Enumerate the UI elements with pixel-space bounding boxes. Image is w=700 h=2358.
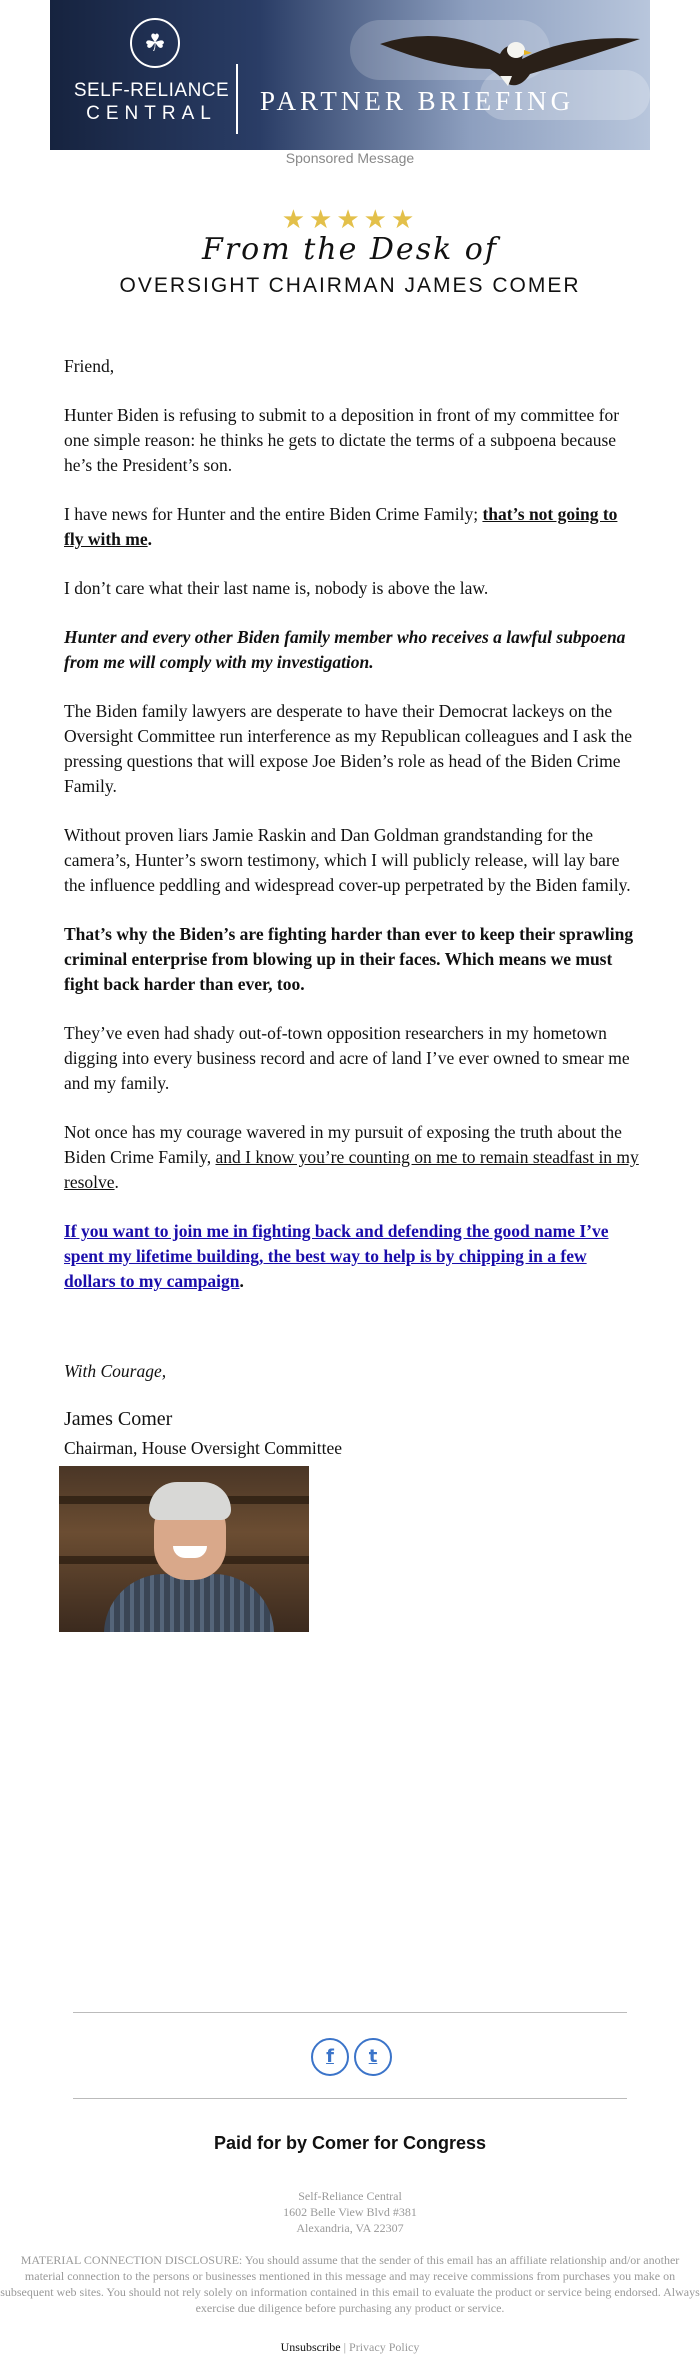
brand-name-line2: CENTRAL — [86, 103, 217, 124]
brand-name-line1: SELF-RELIANCE — [73, 80, 230, 101]
footer-divider — [73, 2012, 627, 2013]
paragraph: Without proven liars Jamie Raskin and Dan Goldman grandstanding for the camera’s, Hunter’s sworn testimony, which I will publicly release, will lay bare the influence peddling and widespread cover-up perpetrated by the Biden family. — [64, 825, 631, 895]
paragraph — [64, 1219, 639, 1294]
address-line: Alexandria, VA 22307 — [296, 2221, 404, 2235]
paragraph: The Biden family lawyers are desperate to have their Democrat lackeys on the Oversight Committee run interference as my Republican colleagues and I ask the pressing questions that will expose Joe Biden’s role as head of the Biden Crime Family. — [64, 701, 633, 796]
paragraph — [64, 1120, 639, 1195]
signer-photo — [59, 1466, 309, 1632]
paragraph: Hunter and every other Biden family member who receives a lawful subpoena from me will comply with my investigation. — [64, 627, 626, 672]
rating-stars: ★★★★★ — [281, 205, 419, 235]
privacy-policy-link[interactable]: Privacy Policy — [349, 2340, 420, 2354]
material-disclosure: MATERIAL CONNECTION DISCLOSURE: You should assume that the sender of this email has an affiliate relationship and/or another material connection to the persons or businesses mentioned in this message and may receive commissions from purchases you make on subsequent web sites. You should not rely solely on information contained in this email to evaluate the product or service being endorsed. Always exercise due diligence before purchasing any product or service. — [0, 2253, 700, 2315]
twitter-icon[interactable]: t — [354, 2038, 392, 2076]
address-line: 1602 Belle View Blvd #381 — [283, 2205, 417, 2219]
signature-name: James Comer — [64, 1408, 173, 1430]
mailing-address — [0, 2188, 700, 2236]
paragraph: They’ve even had shady out-of-town opposition researchers in my hometown digging into every business record and acre of land I’ve ever owned to smear me and my family. — [64, 1023, 630, 1093]
header-banner[interactable] — [50, 0, 650, 150]
footer-links — [0, 2340, 700, 2355]
salutation: Friend, — [64, 356, 115, 376]
unsubscribe-link[interactable]: Unsubscribe — [280, 2340, 341, 2354]
paid-for-notice: Paid for by Comer for Congress — [213, 2133, 487, 2153]
sponsored-label: Sponsored Message — [285, 150, 415, 166]
chairman-heading: OVERSIGHT CHAIRMAN JAMES COMER — [119, 274, 581, 297]
emphasis-text: that’s not going to fly with me — [64, 504, 618, 549]
paragraph: Hunter Biden is refusing to submit to a deposition in front of my committee for one simple reason: he thinks he gets to dictate the terms of a subpoena because he’s the President’s son. — [64, 405, 620, 475]
paragraph-text: . — [147, 529, 152, 549]
paragraph — [64, 502, 639, 552]
state-emblem-icon: ☘ — [130, 18, 180, 68]
letter-body — [64, 354, 639, 1318]
footer-divider — [73, 2098, 627, 2099]
closing-line: With Courage, — [64, 1361, 167, 1381]
photo-shirt — [104, 1574, 274, 1632]
banner-divider — [236, 64, 238, 134]
donate-link[interactable]: If you want to join me in fighting back and defending the good name I’ve spent my lifetime building, the best way to help is by chipping in a few dollars to my campaign — [64, 1221, 609, 1291]
address-org: Self-Reliance Central — [298, 2189, 402, 2203]
paragraph-text: . — [239, 1271, 244, 1291]
paragraph: I don’t care what their last name is, nobody is above the law. — [64, 578, 489, 598]
photo-hair — [149, 1482, 231, 1520]
paragraph-text: . — [114, 1172, 119, 1192]
link-separator: | — [343, 2340, 347, 2354]
paragraph-text: I have news for Hunter and the entire Biden Crime Family; — [64, 504, 483, 524]
underlined-text: and I know you’re counting on me to remain steadfast in my resolve — [64, 1147, 639, 1192]
banner-title: PARTNER BRIEFING — [260, 86, 575, 116]
signature-title: Chairman, House Oversight Committee — [64, 1438, 343, 1458]
facebook-icon[interactable]: f — [311, 2038, 349, 2076]
paragraph-text: Not once has my courage wavered in my pursuit of exposing the truth about the Biden Crime Family, — [64, 1122, 622, 1167]
paragraph: That’s why the Biden’s are fighting harder than ever to keep their sprawling criminal enterprise from blowing up in their faces. Which means we must fight back harder than ever, too. — [64, 924, 634, 994]
from-desk-heading: From the Desk of — [202, 232, 498, 267]
